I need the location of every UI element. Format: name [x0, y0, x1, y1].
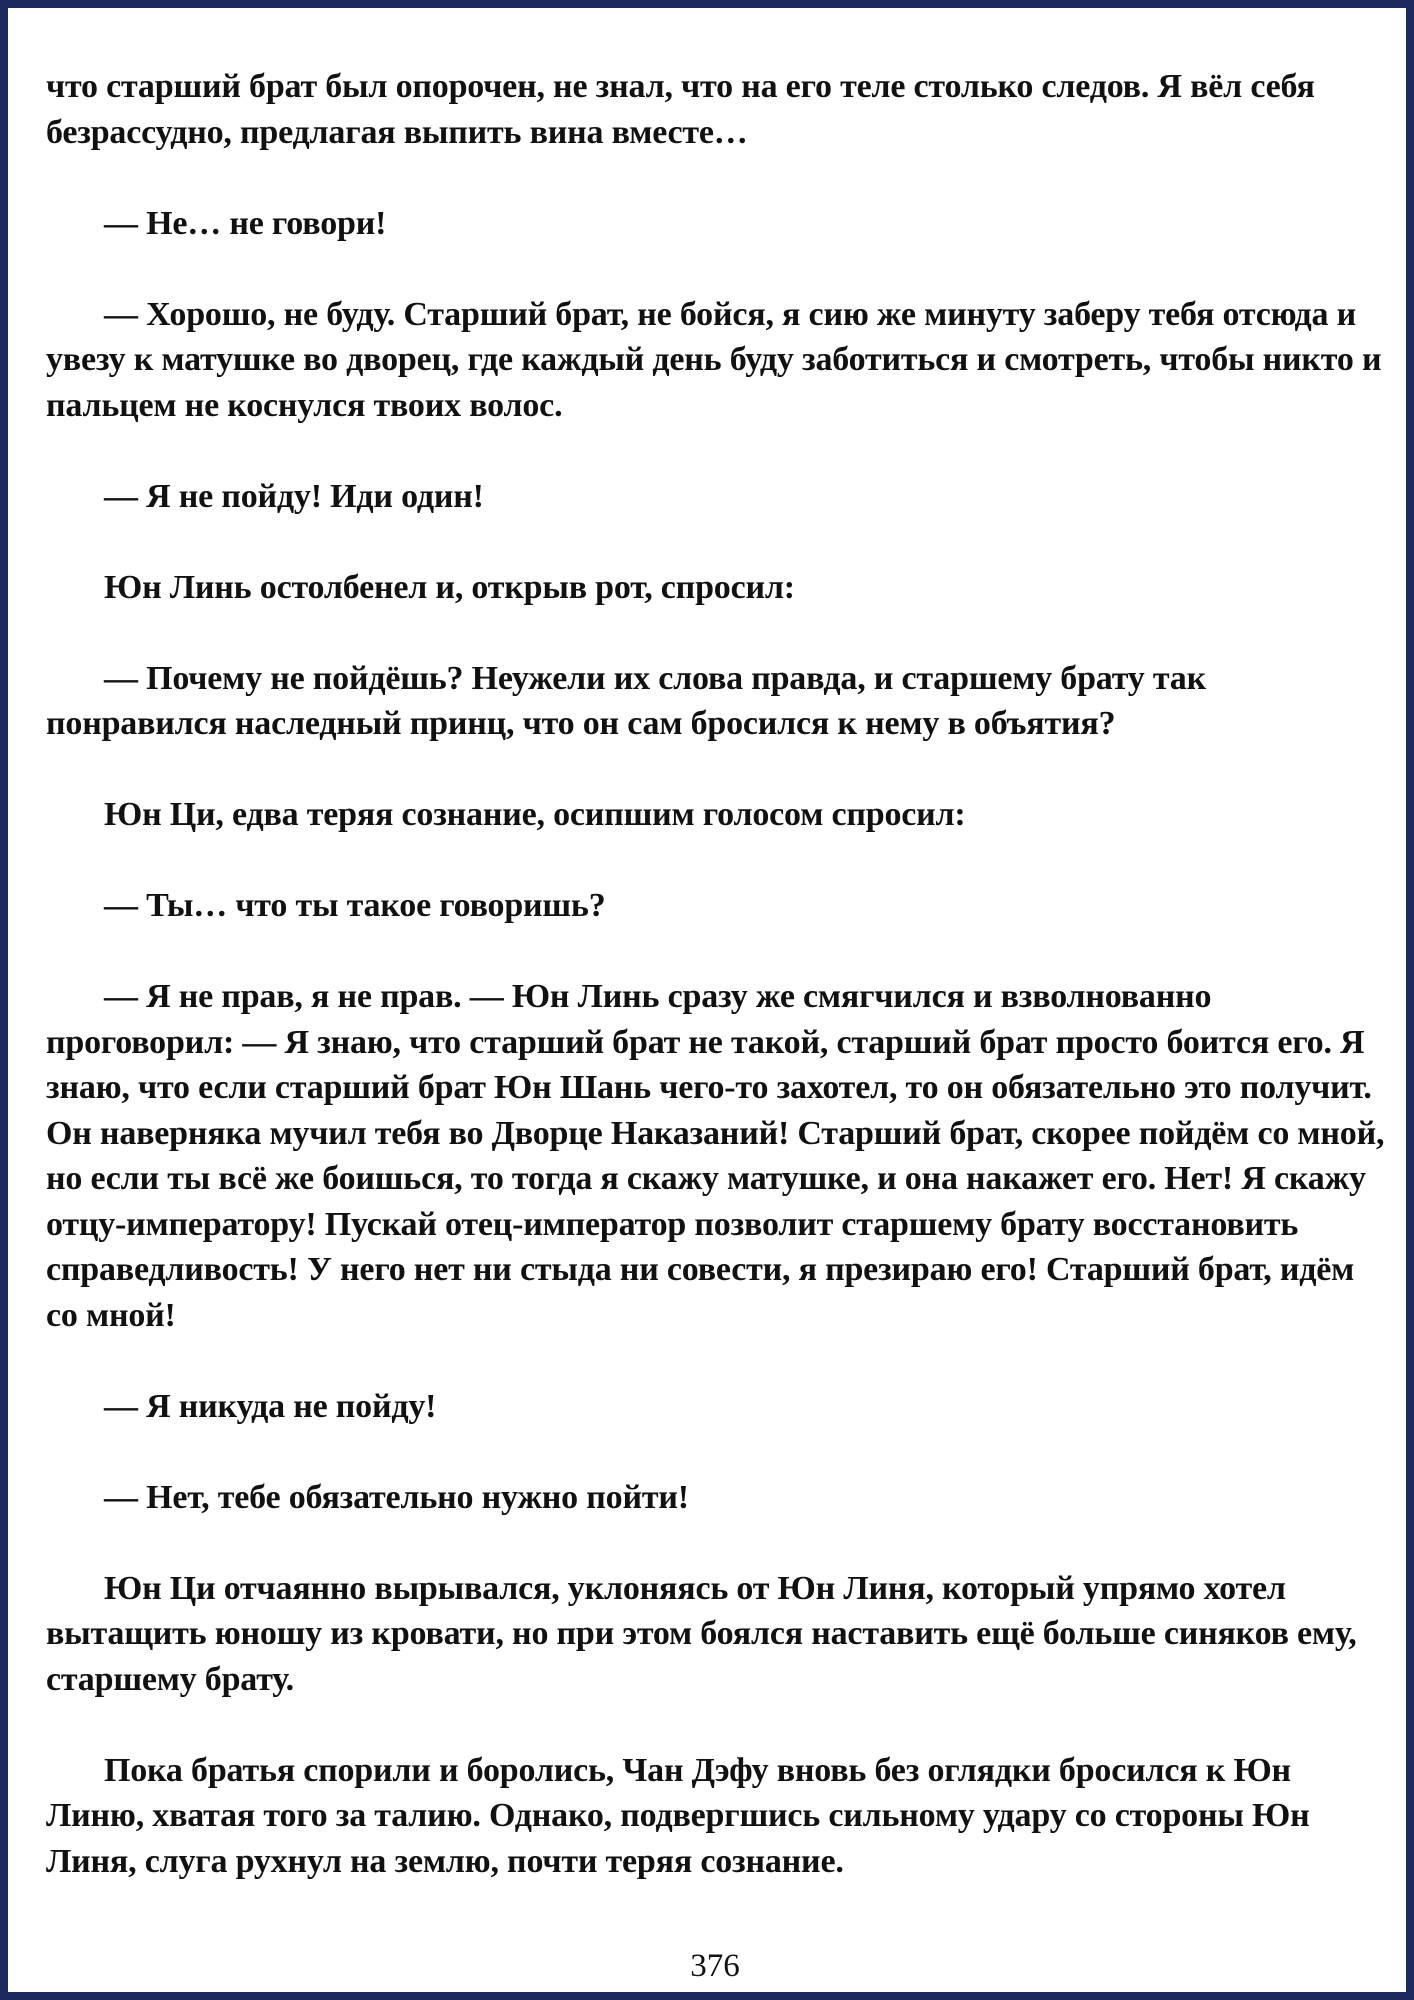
paragraph-5: Юн Линь остолбенел и, открыв рот, спросил: [104, 568, 795, 606]
paragraph-10: — Я никуда не пойду! [104, 1387, 437, 1425]
paragraph-6: — Почему не пойдёшь? Неужели их слова правда, и старшему брату так понравился наследный принц, что он сам бросился к нему в объятия? [46, 659, 1206, 742]
paragraph-9: — Я не прав, я не прав. — Юн Линь сразу же смягчился и взволнованно проговорил: — Я знаю, что старший брат не такой, старший брат просто боится его. Я знаю, что если старший брат Юн Шань чего-то захотел, то он обязательно это получит. Он наверняка мучил тебя во Дворце Наказаний! Старший брат, скорее пойдём со мной, но если ты всё же боишься, то тогда я скажу матушке, и она накажет его. Нет! Я скажу отцу-императору! Пускай отец-император позволит старшему брату восстановить справедливость! У него нет ни стыда ни совести, я презираю его! Старший брат, идём со мной! [46, 978, 1385, 1334]
paragraph-4: — Я не пойду! Иди один! [104, 477, 484, 515]
paragraph-2: — Не… не говори! [104, 204, 387, 242]
paragraph-11: — Нет, тебе обязательно нужно пойти! [104, 1478, 689, 1516]
paragraph-12: Юн Ци отчаянно вырывался, уклоняясь от Юн Линя, который упрямо хотел вытащить юношу из кровати, но при этом боялся наставить ещё больше синяков ему, старшему брату. [46, 1569, 1357, 1698]
text-body [46, 64, 1386, 1884]
page-number: 376 [690, 1948, 740, 1984]
paragraph-3: — Хорошо, не буду. Старший брат, не бойся, я сию же минуту заберу тебя отсюда и увезу к матушке во дворец, где каждый день буду заботиться и смотреть, чтобы никто и пальцем не коснулся твоих волос. [46, 295, 1382, 424]
paragraph-13: Пока братья спорили и боролись, Чан Дэфу вновь без оглядки бросился к Юн Линю, хватая того за талию. Однако, подвергшись сильному удару со стороны Юн Линя, слуга рухнул на землю, почти теряя сознание. [46, 1751, 1310, 1880]
paragraph-1: что старший брат был опорочен, не знал, что на его теле столько следов. Я вёл себя безрассудно, предлагая выпить вина вместе… [46, 68, 1315, 151]
paragraph-8: — Ты… что ты такое говоришь? [104, 887, 606, 924]
paragraph-7: Юн Ци, едва теряя сознание, осипшим голосом спросил: [104, 796, 966, 833]
